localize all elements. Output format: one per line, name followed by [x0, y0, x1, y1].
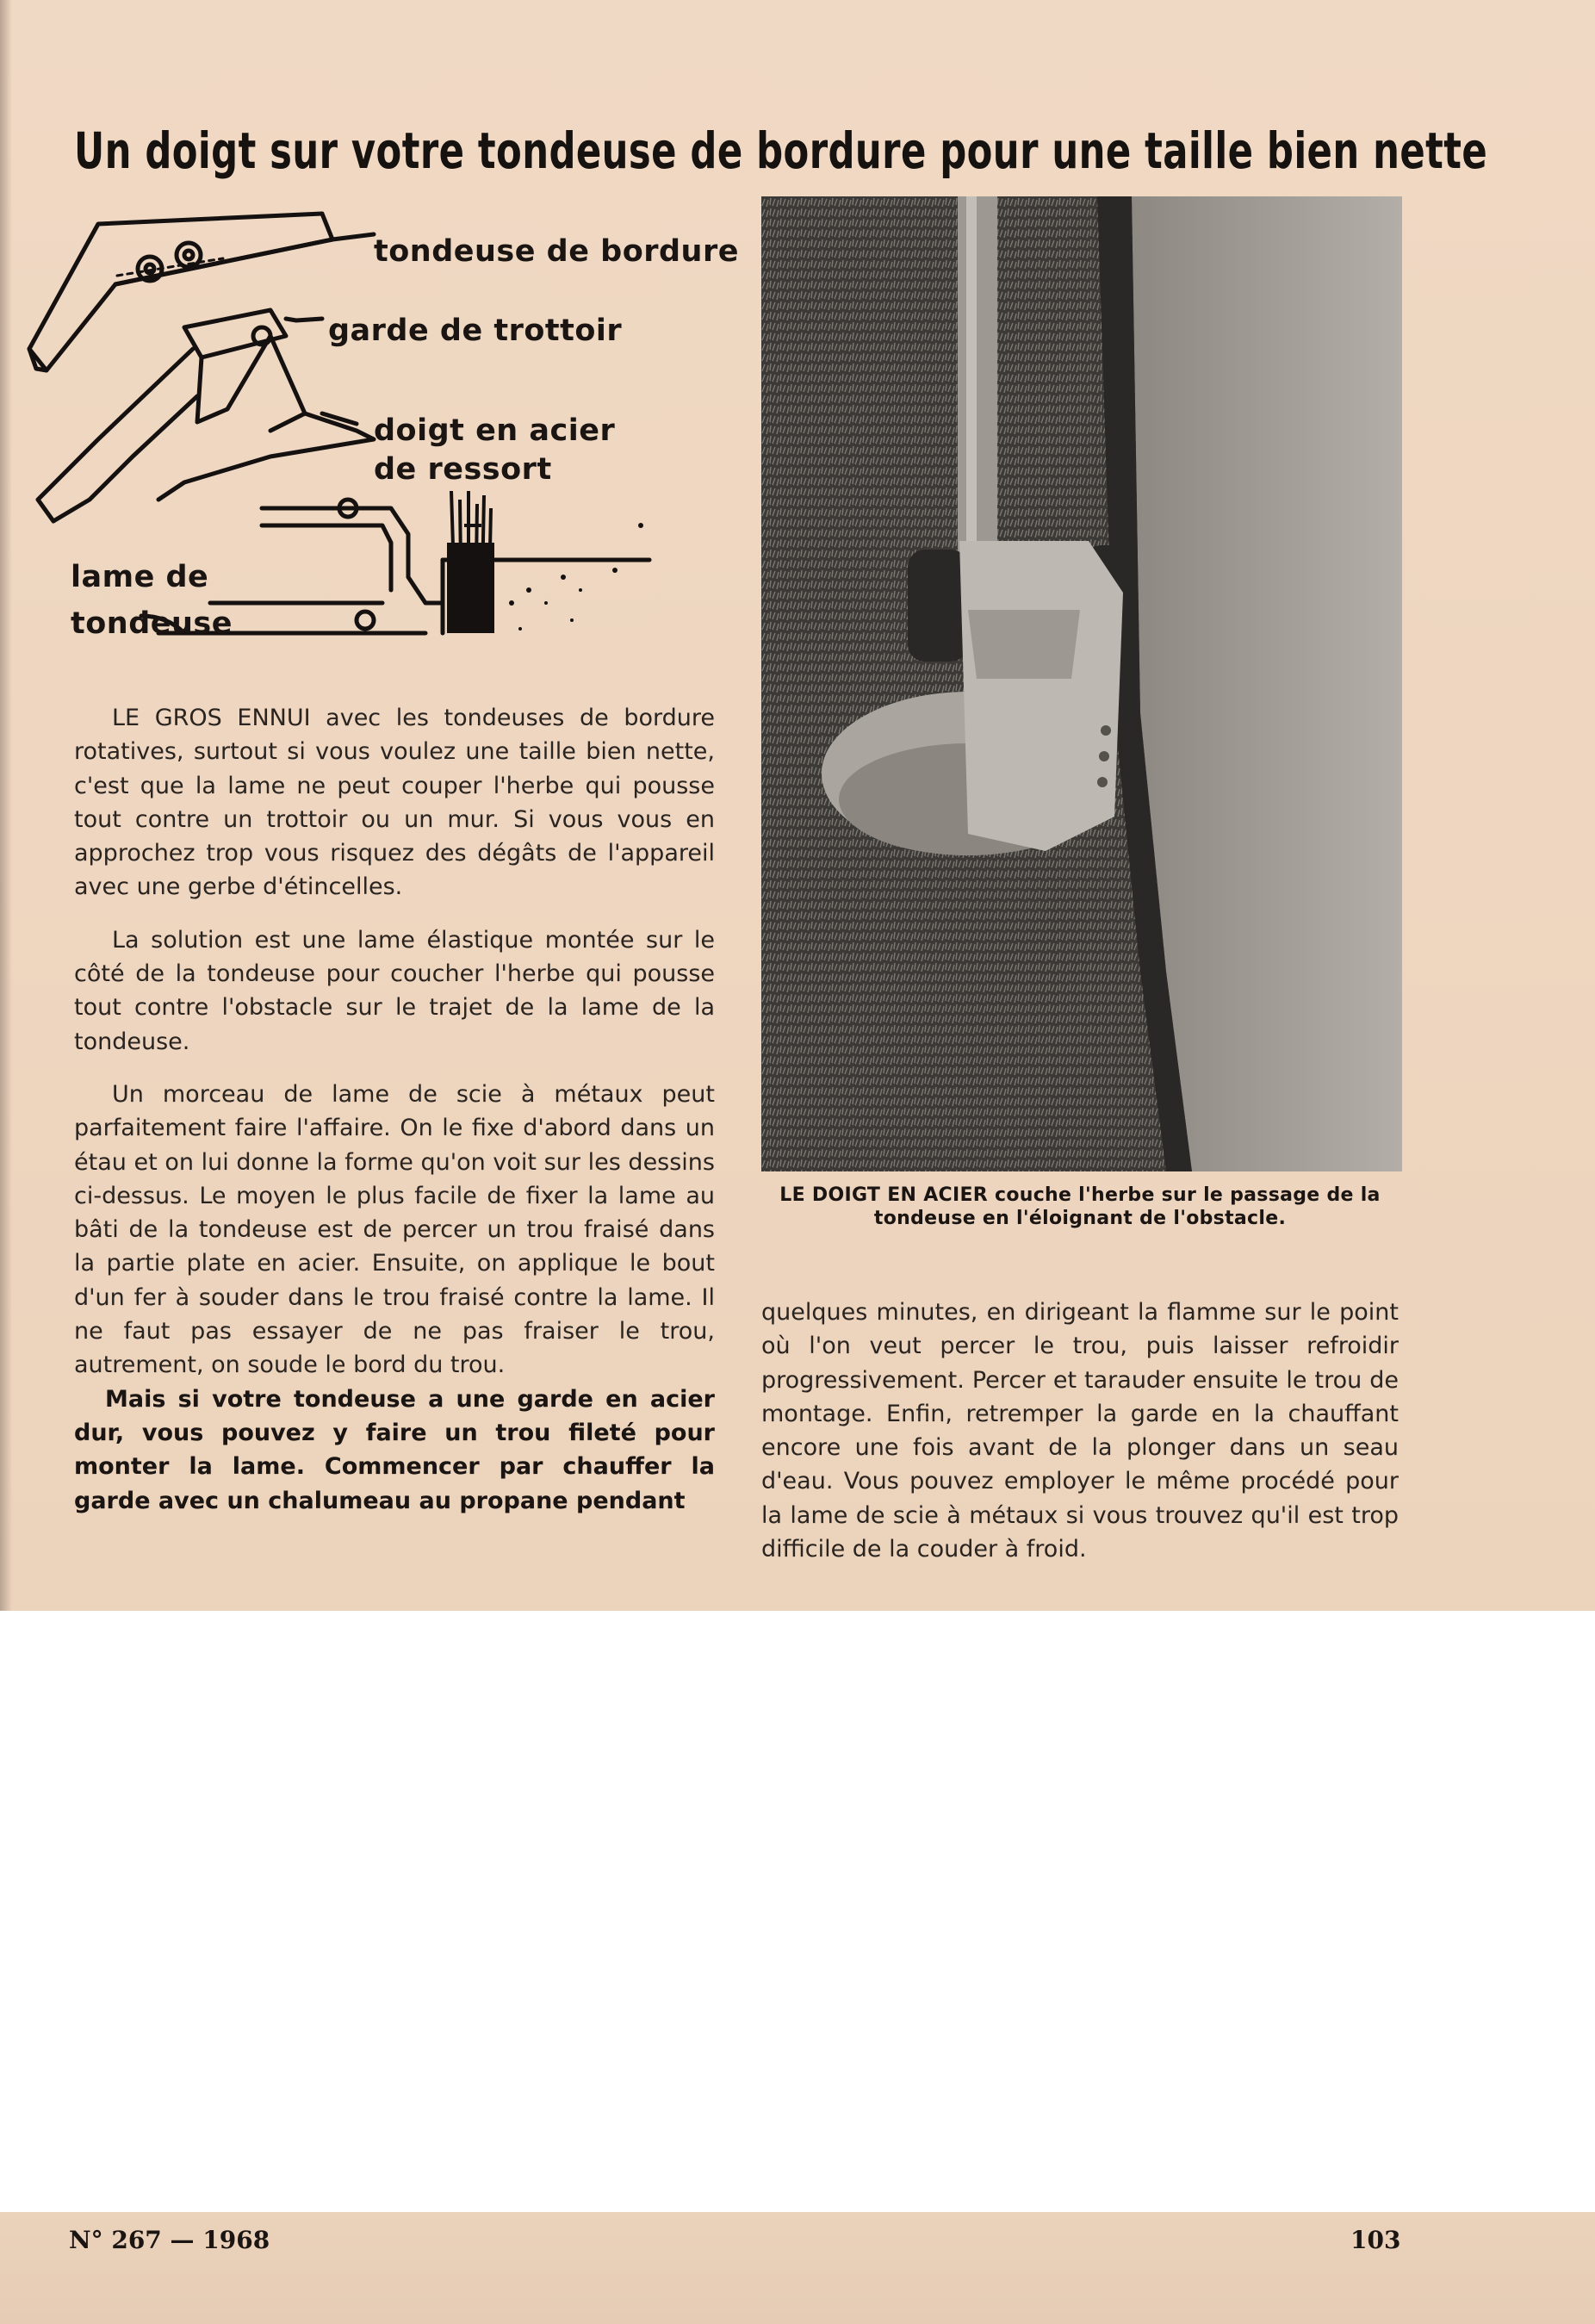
- wheel-left: [908, 550, 968, 662]
- paragraph-1: LE GROS ENNUI avec les tondeuses de bordure rotatives, surtout si vous voulez une taille bien nette, c'est que la lame ne peut couper l'herbe qui pousse tout contre un trottoir ou un mur. Si vous vous en approchez trop vous risquez des dégâts de l'appareil avec une gerbe d'étincelles.: [74, 705, 715, 901]
- handle: [958, 196, 997, 558]
- label-blade-1: lame de: [71, 560, 209, 594]
- edger-body: [959, 541, 1123, 851]
- rivet-3: [1097, 777, 1108, 787]
- edger-diagram: [12, 198, 739, 706]
- article-title: Un doigt sur votre tondeuse de bordure pour une taille bien nette: [74, 121, 1488, 180]
- left-column: [74, 701, 715, 1518]
- label-blade-2: tondeuse: [71, 606, 233, 641]
- handle-highlight: [966, 196, 977, 558]
- paragraph-2: La solution est une lame élastique montée sur le côté de la tondeuse pour coucher l'herbe qui pousse tout contre l'obstacle sur le trajet de la lame de la tondeuse.: [74, 926, 715, 1055]
- label-edger: tondeuse de bordure: [374, 234, 739, 269]
- edger-panel: [968, 610, 1080, 679]
- caption-rest: couche l'herbe sur le passage de la tondeuse en l'éloignant de l'obstacle.: [873, 1184, 1381, 1229]
- photo-caption: [758, 1184, 1402, 1230]
- right-column: [761, 1296, 1399, 1566]
- page-number: 103: [1350, 2226, 1401, 2254]
- grass-mass: [447, 543, 494, 633]
- paragraph-3: Un morceau de lame de scie à métaux peut parfaitement faire l'affaire. On le fixe d'abord dans un étau et on lui donne la forme qu'on voit sur les dessins ci-dessus. Le moyen le plus facile de fixer la lame au bâti de la tondeuse est de percer un trou fraisé dans la partie plate en acier. Ensuite, on applique le bout d'un fer à souder dans le trou fraisé contre la lame. Il ne faut pas essayer de ne pas fraiser le trou, autrement, on soude le bord du trou.: [74, 1080, 715, 1379]
- issue-number: N° 267 — 1968: [69, 2226, 270, 2254]
- paragraph-5: quelques minutes, en dirigeant la flamme sur le point où l'on veut percer le trou, puis laisser refroidir progressivement. Percer et tarauder ensuite le trou de montage. Enfin, retremper la garde en la chauffant encore une fois avant de la plonger dans un seau d'eau. Vous pouvez employer le même procédé pour la lame de scie à métaux si vous trouvez qu'il est trop difficile de la couder à froid.: [761, 1299, 1399, 1563]
- edger-photo: [761, 196, 1402, 1171]
- label-steel-finger-2: de ressort: [374, 452, 552, 487]
- paragraph-4: Mais si votre tondeuse a une garde en acier dur, vous pouvez y faire un trou fileté pour monter la lame. Commencer par chauffer la garde avec un chalumeau au propane pendant: [74, 1385, 715, 1514]
- label-curb-guard: garde de trottoir: [328, 314, 623, 348]
- rivet-2: [1099, 751, 1109, 761]
- label-steel-finger-1: doigt en acier: [374, 413, 616, 448]
- page-edge-shadow: [0, 0, 12, 1611]
- rivet-1: [1101, 725, 1111, 736]
- caption-lead: LE DOIGT EN ACIER: [779, 1184, 989, 1206]
- edger-photo-drawing: [761, 196, 1402, 1171]
